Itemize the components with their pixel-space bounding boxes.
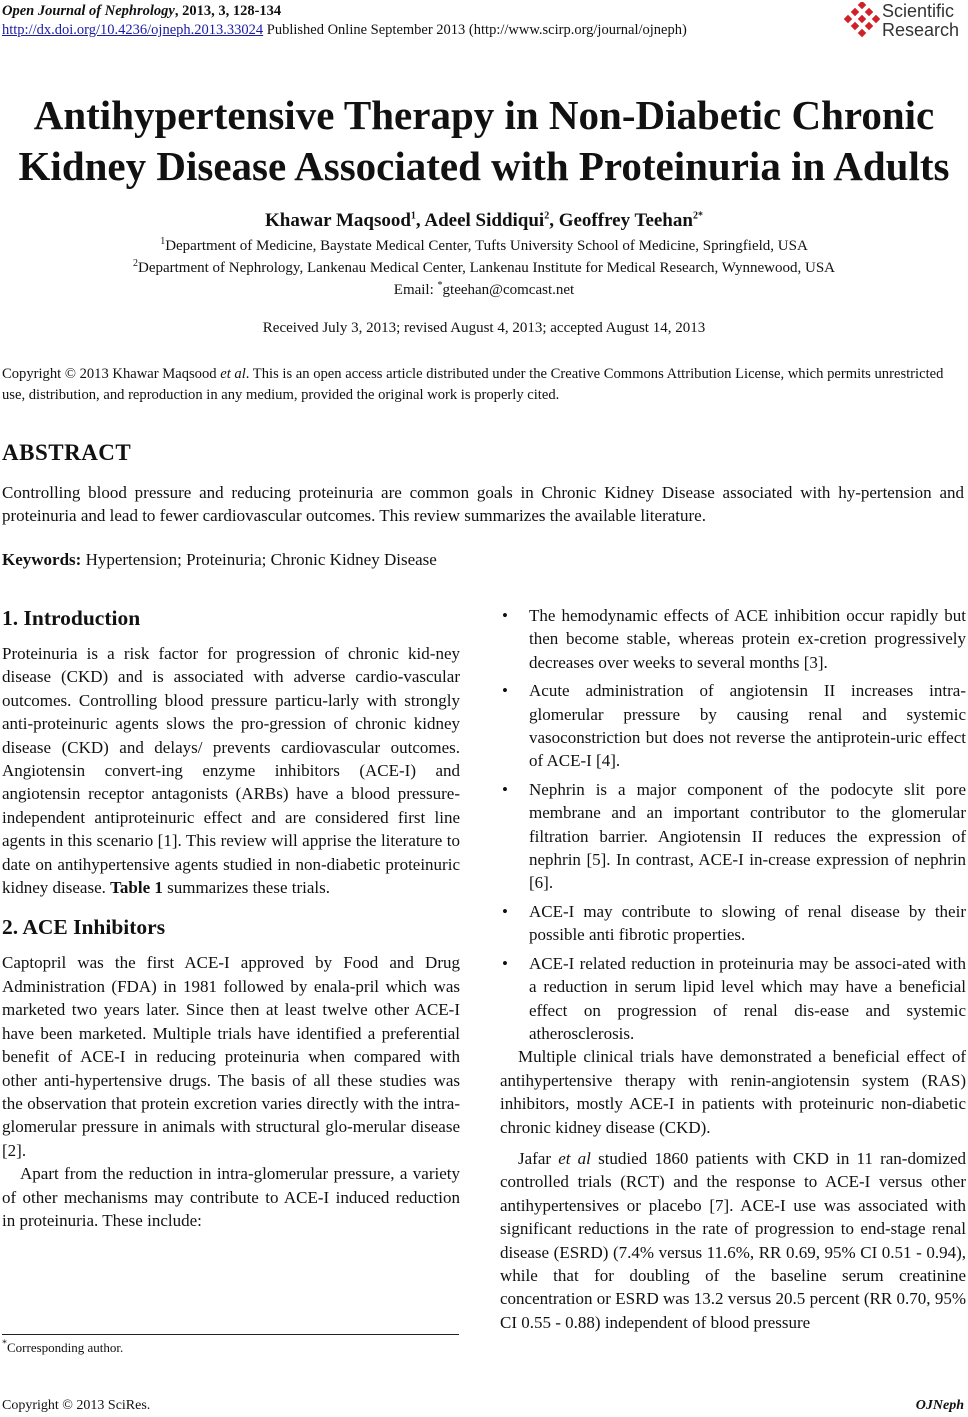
mechanism-list: [500, 604, 966, 1045]
keywords-list: Hypertension; Proteinuria; Chronic Kidney Disease: [81, 550, 437, 569]
author-1-sup: 1: [410, 210, 416, 222]
logo-line1: Scientific: [882, 1, 955, 21]
copyright-part1: Copyright © 2013 Khawar Maqsood: [2, 366, 221, 382]
email-label: Email:: [393, 282, 438, 298]
abstract-heading: ABSTRACT: [2, 440, 132, 465]
paper-title: Antihypertensive Therapy in Non-Diabetic Chronic Kidney Disease Associated with Proteinuria in Adults: [18, 92, 950, 189]
right-paragraph-2: [500, 1147, 966, 1334]
scirp-logo-icon: [844, 2, 880, 42]
table-1-ref: Table 1: [110, 878, 163, 898]
affiliation-2-sup: 2: [132, 258, 138, 269]
list-item: [500, 679, 966, 773]
copyright-notice: [2, 364, 966, 406]
author-1: Khawar Maqsood: [265, 210, 411, 231]
bullet-icon: •: [502, 681, 508, 701]
section-2-paragraph-2: Apart from the reduction in intra-glomerular pressure, a variety of other mechanisms may contribute to ACE-I induced reduction in proteinuria. These include:: [2, 1164, 460, 1230]
section-2-paragraph-1: Captopril was the first ACE-I approved by Food and Drug Administration (FDA) in 1981 followed by enala-pril which was marketed two years later. Since then at least twelve other ACE-I have been marketed. Multiple trials have identified a preferential benefit of ACE-I in reducing proteinuria when compared with other anti-hypertensive drugs. The basis of all these studies was the observation that protein excretion varies directly with the intra-glomerular pressure in animals with structural glo-merular disease [2].: [2, 953, 460, 1160]
affiliation-1-sup: 1: [160, 236, 166, 247]
abstract-text: Controlling blood pressure and reducing proteinuria are common goals in Chronic Kidney Disease associated with hy-pertension and proteinuria and lead to fewer cardiovascular outcomes. This review summarizes the available literature.: [2, 483, 964, 525]
section-1-text-b: summarizes these trials.: [162, 878, 330, 898]
author-3: , Geoffrey Teehan: [549, 210, 693, 231]
bullet-icon: •: [502, 606, 508, 625]
bullet-icon: •: [502, 953, 508, 973]
section-1-text-a: Proteinuria is a risk factor for progression of chronic kid-ney disease (CKD) and is associated with adverse cardio-vascular outcomes. Controlling blood pressure particu-larly with strongly anti-proteinuric agents slows the pro-gression of chronic kidney disease (CKD) and delays/ prevents cardiovascular outcomes. Angiotensin convert-ing enzyme inhibitors (ACE-I) and angiotensin receptor antagonists (ARBs) have a blood pressure-independent antiproteinuric effect and are considered first line agents in this scenario [1]. This review will apprise the literature to date on antihypertensive agents studied in non-diabetic proteinuric kidney disease.: [2, 644, 460, 898]
footnote-text: Corresponding author.: [7, 1340, 124, 1355]
bullet-icon: •: [502, 901, 508, 921]
received-dates: Received July 3, 2013; revised August 4, 2013; accepted August 14, 2013: [262, 320, 706, 336]
copyright-part2: . This is an open access article distributed under the Creative Commons Attribution License, which permits unrestricted use, distribution, and reproduction in any medium, provided the original work is properly cited.: [2, 366, 944, 403]
keywords-label: Keywords:: [2, 550, 82, 569]
doi-link[interactable]: http://dx.doi.org/10.4236/ojneph.2013.33024: [2, 22, 264, 38]
list-item: [500, 604, 966, 674]
list-item: [500, 900, 966, 947]
footer-copyright: Copyright © 2013 SciRes.: [2, 1398, 151, 1413]
list-item: [500, 778, 966, 895]
logo-line2: Research: [882, 20, 960, 40]
author-2: , Adeel Siddiqui: [415, 210, 545, 231]
list-item-text: Nephrin is a major component of the podocyte slit pore membrane and an important contributor to the glomerular filtration barrier. Angiotensin II reduces the expression of nephrin [5]. In contrast, ACE-I in-crease expression of nephrin [6].: [529, 779, 966, 893]
author-2-sup: 2: [544, 210, 550, 222]
keywords: [2, 550, 437, 570]
list-item: [500, 952, 966, 1046]
list-item-text: Acute administration of angiotensin II increases intra-glomerular pressure by causing renal and systemic vasoconstriction but does not reverse the antiprotein-uric effect of ACE-I [4].: [529, 681, 966, 771]
right-paragraph-2-b: studied 1860 patients with CKD in 11 ran-domized controlled trials (RCT) and the response to ACE-I versus other antihypertensives or placebo [7]. ACE-I use was associated with significant reductions in the rate of progression to end-stage renal disease (ESRD) (7.4% versus 11.6%, RR 0.69, 95% CI 0.51 - 0.94), while that for doubling of the baseline serum creatinine concentration or ESRD was 13.2 versus 20.5 percent (RR 0.70, 95% CI 0.55 - 0.88) independent of blood pressure: [500, 1148, 966, 1332]
scirp-logo: [844, 2, 964, 44]
affiliation-2-text: Department of Nephrology, Lankenau Medical Center, Lankenau Institute for Medical Research, Wynnewood, USA: [137, 260, 836, 276]
list-item-text: ACE-I may contribute to slowing of renal disease by their possible anti fibrotic properties.: [529, 901, 966, 945]
email-address[interactable]: gteehan@comcast.net: [442, 282, 575, 298]
journal-header: [2, 2, 687, 40]
journal-citation: , 2013, 3, 128-134: [174, 3, 282, 19]
left-column: [2, 604, 460, 1232]
email-sup: *: [437, 280, 443, 291]
bullet-icon: •: [502, 779, 508, 799]
right-column: [500, 604, 966, 1334]
author-3-sup: 2*: [692, 210, 703, 222]
published-note: Published Online September 2013 (http://www.scirp.org/journal/ojneph): [263, 22, 687, 38]
affiliation-1: [0, 238, 968, 255]
section-2-heading: 2. ACE Inhibitors: [2, 915, 166, 940]
section-1-heading: 1. Introduction: [2, 606, 141, 630]
authors: [0, 210, 968, 232]
right-paragraph-2-a: Jafar: [518, 1148, 559, 1168]
list-item-text: ACE-I related reduction in proteinuria may be associ-ated with a reduction in serum lipid level which may have a beneficial effect on progression of renal dis-ease and systemic atherosclerosis.: [529, 953, 966, 1043]
right-paragraph-2-etal: et al: [558, 1148, 591, 1168]
scirp-logo-text: [882, 2, 959, 40]
footnote-sup: *: [2, 1338, 7, 1350]
section-1-paragraph: [2, 642, 460, 899]
footer-journal: OJNeph: [915, 1398, 964, 1413]
journal-name: Open Journal of Nephrology: [2, 3, 175, 19]
copyright-etal: et al: [220, 366, 246, 382]
footnote-divider: [2, 1334, 459, 1335]
affiliation-1-text: Department of Medicine, Baystate Medical Center, Tufts University School of Medicine, Springfield, USA: [165, 238, 808, 254]
list-item-text: The hemodynamic effects of ACE inhibition occur rapidly but then become stable, whereas protein ex-cretion progressively decreases over weeks to several months [3].: [529, 606, 966, 672]
affiliation-2: [0, 260, 968, 277]
footnote: [2, 1340, 123, 1356]
email-line: [0, 282, 968, 299]
right-paragraph-1: Multiple clinical trials have demonstrated a beneficial effect of antihypertensive therapy with renin-angiotensin system (RAS) inhibitors, mostly ACE-I in patients with proteinuric non-diabetic chronic kidney disease (CKD).: [500, 1047, 966, 1137]
